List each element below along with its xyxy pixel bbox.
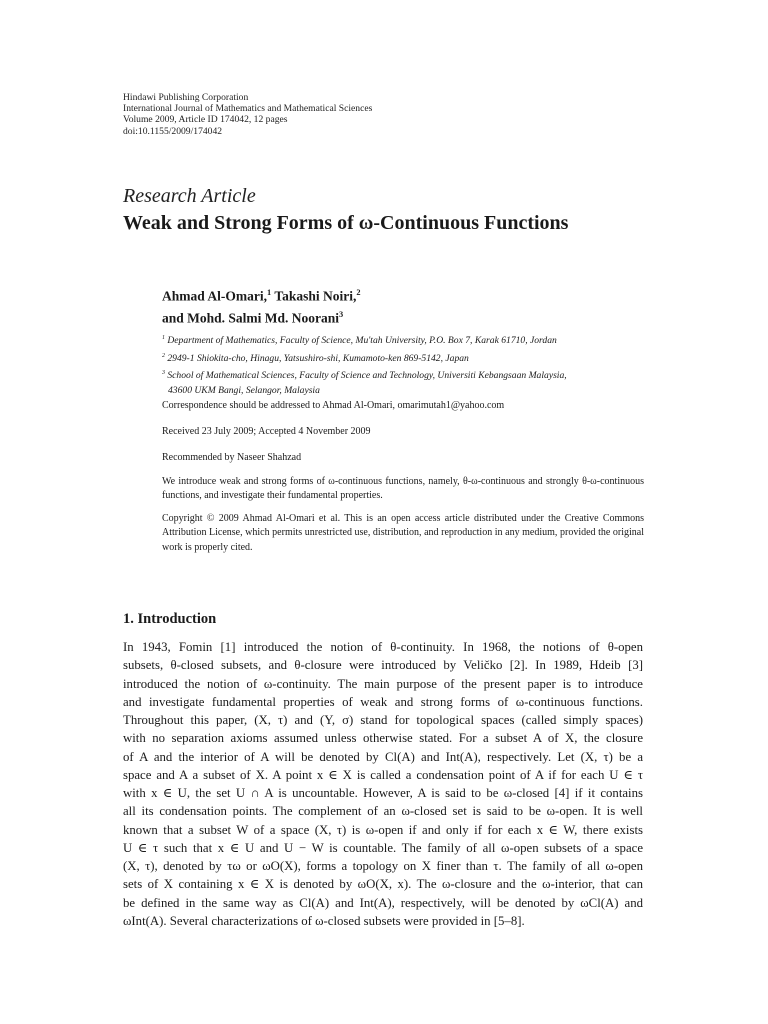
author-affil-mark: 2: [356, 288, 361, 297]
affiliation-number: 3: [162, 370, 165, 377]
volume-line: Volume 2009, Article ID 174042, 12 pages: [123, 114, 288, 126]
affiliation-text: 2949-1 Shiokita-cho, Hinagu, Yatsushiro-shi, Kumamoto-ken 869-5142, Japan: [164, 352, 469, 364]
body-line: of A and the interior of A will be denoted by Cl(A) and Int(A), respectively. Let (X, τ) be a: [123, 749, 643, 764]
section-heading: 1. Introduction: [123, 611, 217, 627]
recommended-by: Recommended by Naseer Shahzad: [162, 452, 302, 463]
author-affil-mark: 3: [339, 309, 344, 319]
body-line: subsets, θ-closed subsets, and θ-closure were introduced by Veličko [2]. In 1989, Hdeib [3]: [123, 658, 643, 673]
author-name: and Mohd. Salmi Md. Noorani: [162, 310, 340, 325]
body-line: sets of X containing x ∈ X is denoted by ωO(X, x). The ω-closure and the ω-interior, that can: [123, 877, 643, 892]
body-line: be defined in the same way as Cl(A) and Int(A), respectively, will be denoted by ωCl(A) and: [123, 895, 643, 910]
body-line: known that a subset W of a space (X, τ) is ω-open if and only if for each x ∈ W, there exists: [123, 822, 643, 837]
body-line: (X, τ), denoted by τω or ωO(X), forms a topology on X finer than τ. The family of all ω-open: [123, 859, 643, 873]
body-line: all its condensation points. The complement of an ω-closed set is said to be ω-open. It is well: [123, 804, 643, 819]
affiliation-item: [162, 349, 642, 367]
author-affil-mark: 1: [267, 288, 272, 297]
journal-header: [123, 92, 372, 137]
affiliation-number: 2: [162, 352, 165, 359]
abstract: We introduce weak and strong forms of ω-continuous functions, namely, θ-ω-continuous and strongly θ-ω-continuous functions, and investigate their fundamental properties.: [162, 476, 644, 502]
affiliation-text: Department of Mathematics, Faculty of Science, Mu'tah University, P.O. Box 7, Karak 61710, Jordan: [164, 335, 557, 347]
copyright-notice: Copyright © 2009 Ahmad Al-Omari et al. This is an open access article distributed under the Creative Commons Attribution License, which permits unrestricted use, distribution, and reproduction in any medium, provided the original work is properly cited.: [162, 513, 644, 553]
affiliation-text: School of Mathematical Sciences, Faculty of Science and Technology, Universiti Kebangsaan Malaysia,: [164, 370, 567, 382]
body-line: ωInt(A). Several characterizations of ω-closed subsets were provided in [5–8].: [123, 913, 525, 928]
journal-name: International Journal of Mathematics and Mathematical Sciences: [123, 103, 373, 115]
affiliation-continuation: 43600 UKM Bangi, Selangor, Malaysia: [168, 384, 320, 396]
publisher-line: Hindawi Publishing Corporation: [123, 92, 249, 103]
body-line: with no separation axioms assumed unless otherwise stated. For a subset A of X, the closure: [123, 731, 643, 746]
paper-title: Weak and Strong Forms of ω-Continuous Functions: [123, 212, 569, 234]
author-line: [162, 284, 361, 306]
received-dates: Received 23 July 2009; Accepted 4 November 2009: [162, 426, 371, 437]
body-line: and investigate fundamental properties of weak and strong forms of ω-continuous functions.: [123, 694, 643, 709]
body-line: introduced the notion of ω-continuity. The main purpose of the present paper is to introduce: [123, 676, 643, 691]
body-line: Throughout this paper, (X, τ) and (Y, σ) stand for topological spaces (called simply spaces): [123, 713, 643, 727]
affiliation-list: [162, 331, 642, 398]
body-line: U ∈ τ such that x ∈ U and U − W is countable. The family of all ω-open subsets of a space: [123, 840, 643, 855]
affiliation-item: [162, 366, 642, 384]
affiliation-item: [162, 331, 642, 349]
affiliation-number: 1: [162, 335, 165, 341]
author-name: Takashi Noiri,: [271, 288, 357, 304]
author-name: Ahmad Al-Omari,: [162, 288, 268, 304]
body-line: space and A a subset of X. A point x ∈ X is called a condensation point of A if for each U ∈ τ: [123, 767, 643, 782]
body-line: In 1943, Fomin [1] introduced the notion of θ-continuity. In 1968, the notions of θ-open: [123, 640, 643, 654]
author-list: [162, 284, 361, 327]
section-body: [123, 638, 643, 930]
article-type: Research Article: [123, 185, 256, 207]
author-line: [162, 306, 361, 328]
body-line: with x ∈ U, the set U ∩ A is uncountable. However, A is said to be ω-closed [4] if it contains: [123, 786, 643, 800]
doi-line: doi:10.1155/2009/174042: [123, 125, 223, 137]
correspondence-note: Correspondence should be addressed to Ahmad Al-Omari, omarimutah1@yahoo.com: [162, 400, 505, 411]
